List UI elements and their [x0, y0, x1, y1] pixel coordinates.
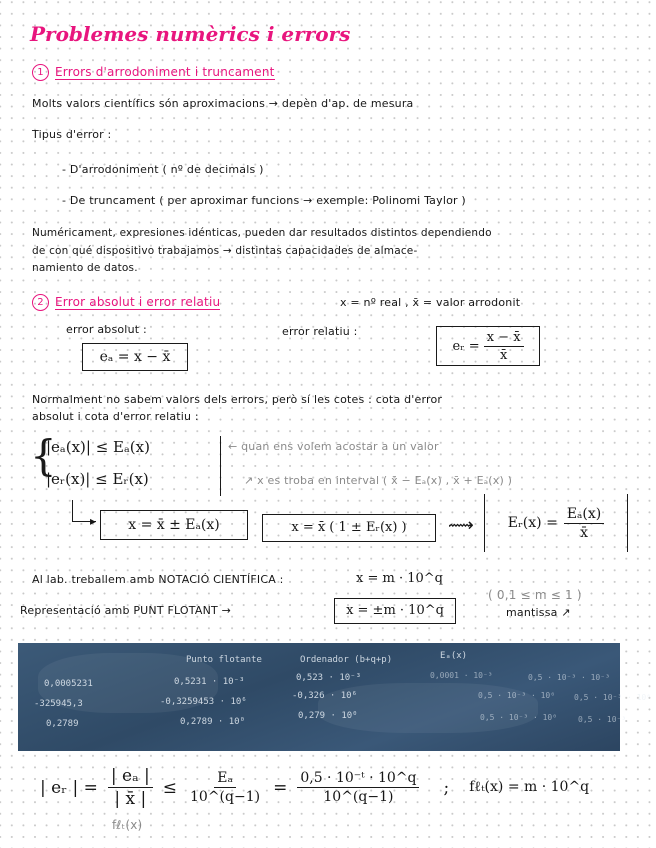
bullet-truncation	[62, 194, 466, 207]
board-header-1: Punto flotante	[186, 655, 262, 665]
scientific-notation-label: Al lab. treballem amb NOTACIÓ CIENTÍFICA :	[32, 573, 284, 586]
relative-error-bound-derivation	[40, 766, 589, 809]
bounds-line-2: absolut i cota d'error relatiu :	[32, 410, 199, 423]
derivation-fraction-3-numerator: 0,5 · 10⁻ᵗ · 10^q	[297, 770, 419, 788]
relative-bound-denominator: x̄	[580, 524, 588, 541]
board-value: 0,5 · 10⁻³ · 10⁶	[478, 691, 556, 700]
board-value: 0,523 · 10⁻³	[296, 673, 362, 683]
board-value: 0,2789 · 10⁰	[180, 717, 246, 727]
relative-bound-lhs: Eᵣ(x) =	[507, 515, 558, 531]
relative-error-lhs: eᵣ =	[452, 338, 480, 354]
section-2-heading	[32, 294, 220, 311]
relative-error-formula	[436, 326, 540, 366]
squiggle-arrow-icon: ⟿	[448, 515, 474, 536]
bracket-line	[220, 436, 221, 496]
relative-interval-formula: x = x̄ ( 1 ± Eᵣ(x) )	[262, 514, 436, 542]
floating-point-label: Representació amb PUNT FLOTANT →	[20, 604, 232, 617]
section-2-title: Error absolut i error relatiu	[55, 295, 221, 309]
section-number-2: 2	[32, 294, 49, 311]
board-value: -0,3259453 · 10⁶	[160, 697, 247, 707]
bullet-truncation-text: - De truncament ( per aproximar funcions → exemple: Polinomi Taylor )	[62, 194, 466, 207]
relative-error-numerator: x − x̄	[484, 330, 524, 347]
relative-bound-fraction	[564, 506, 604, 541]
derivation-fraction-2-numerator: Eₐ	[214, 770, 236, 788]
relative-bound-numerator: Eₐ(x)	[564, 506, 604, 524]
board-value: -325945,3	[34, 699, 83, 709]
scientific-notation-formula: x = m · 10^q	[356, 571, 443, 586]
relative-error-fraction	[484, 330, 524, 363]
variable-definitions: x = nº real , x̄ = valor arrodonit	[340, 296, 521, 309]
error-types-label: Tipus d'error :	[32, 128, 112, 141]
derivation-fraction-3	[297, 770, 419, 805]
section-1-heading	[32, 64, 275, 81]
derivation-fraction-1	[108, 766, 153, 809]
paragraph-line-1: Numéricament, expresiones idénticas, pueden dar resultados distintos dependiendo	[32, 227, 492, 239]
derivation-fraction-1-numerator: | eₐ |	[108, 766, 153, 788]
intro-line: Molts valors científics són aproximacions → depèn d'ap. de mesura	[32, 97, 414, 110]
board-value: 0,0001 · 10⁻³	[430, 671, 493, 680]
floating-point-formula: x = ±m · 10^q	[334, 598, 456, 624]
down-arrow-line	[72, 500, 73, 522]
absolute-error-label: error absolut :	[66, 323, 147, 336]
section-1-title: Errors d'arrodoniment i truncament	[55, 65, 275, 79]
left-brace: {	[30, 431, 57, 480]
relative-error-label: error relatiu :	[282, 325, 358, 338]
interval-note: ↗ x es troba en interval ( x̄ − Eₐ(x) , x̄ + Eₐ(x) )	[244, 474, 513, 487]
float-annotation: fℓₜ(x)	[112, 818, 143, 832]
board-value: 0,5 · 10⁻³ · 10⁶	[574, 693, 652, 702]
paragraph-line-2: de con qué dispositivo trabajamos → distintas capacidades de almace-	[32, 245, 418, 257]
absolute-error-formula: eₐ = x − x̄	[82, 343, 188, 371]
derivation-fraction-3-denominator: 10^(q−1)	[323, 789, 394, 805]
equals-sign: =	[273, 777, 288, 798]
blackboard-photo	[18, 643, 652, 751]
board-value: 0,279 · 10⁰	[298, 711, 358, 721]
float-representation: fℓₜ(x) = m · 10^q	[469, 779, 590, 795]
board-value: 0,5 · 10⁻³ · 10⁰	[480, 713, 558, 722]
arrow-head-icon: ▸	[90, 514, 97, 528]
board-header-3: Eₐ(x)	[440, 651, 468, 661]
board-value: 0,5 · 10⁻³	[578, 715, 627, 724]
board-value: 0,0005231	[44, 679, 93, 689]
bounds-line-1: Normalment no sabem valors dels errors, però sí les cotes : cota d'error	[32, 393, 443, 406]
board-value: 0,2789	[46, 719, 79, 729]
board-value: 0,5231 · 10⁻³	[174, 677, 245, 687]
page-title: Problemes numèrics i errors	[30, 22, 351, 46]
relative-error-denominator: x̄	[499, 347, 508, 363]
derivation-lhs: | eᵣ | =	[40, 777, 98, 798]
bullet-rounding	[62, 163, 264, 176]
relative-bound-inequality: |eᵣ(x)| ≤ Eᵣ(x)	[46, 470, 149, 488]
derivation-fraction-2	[187, 770, 263, 805]
separator: ;	[443, 777, 450, 798]
paragraph-line-3: namiento de datos.	[32, 262, 138, 274]
absolute-bound-inequality: |eₐ(x)| ≤ Eₐ(x)	[46, 438, 150, 456]
mantissa-label: mantissa ↗	[506, 606, 571, 619]
approximation-note: ← quan ens volem acostar a un valor	[228, 440, 439, 453]
less-equal-sign: ≤	[162, 777, 178, 798]
absolute-interval-formula: x = x̄ ± Eₐ(x)	[100, 510, 248, 540]
board-header-2: Ordenador (b+q+p)	[300, 655, 393, 665]
relative-bound-formula	[484, 494, 628, 552]
board-value: -0,326 · 10⁶	[292, 691, 358, 701]
section-number-1: 1	[32, 64, 49, 81]
board-value: 0,5 · 10⁻³ · 10⁻³	[528, 673, 610, 682]
derivation-fraction-1-denominator: | x̄ |	[114, 789, 147, 809]
derivation-fraction-2-denominator: 10^(q−1)	[190, 789, 261, 805]
mantissa-range: ( 0,1 ≤ m ≤ 1 )	[488, 588, 582, 602]
bullet-rounding-text: - D'arrodoniment ( nº de decimals )	[62, 163, 264, 176]
